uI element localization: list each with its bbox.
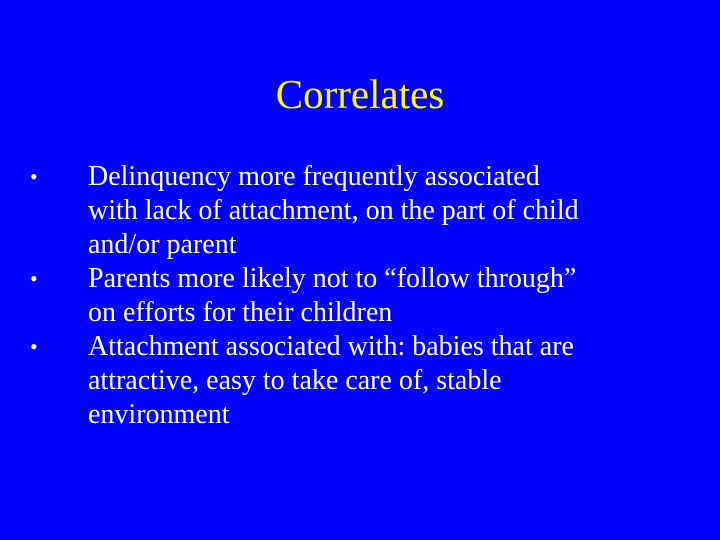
bullet-list	[30, 160, 690, 432]
slide-title: Correlates	[275, 71, 445, 117]
bullet-line: with lack of attachment, on the part of child	[88, 195, 579, 226]
bullet-line: Delinquency more frequently associated	[88, 161, 540, 192]
bullet-icon: •	[30, 266, 38, 291]
bullet-line: Attachment associated with: babies that are	[88, 331, 574, 362]
bullet-icon: •	[30, 334, 38, 359]
bullet-item-1	[30, 160, 690, 262]
bullet-line: and/or parent	[88, 229, 237, 260]
bullet-item-3	[30, 330, 690, 432]
bullet-line: attractive, easy to take care of, stable	[88, 365, 502, 396]
bullet-line: environment	[88, 399, 230, 430]
bullet-item-2	[30, 262, 690, 330]
bullet-icon: •	[30, 164, 38, 189]
bullet-line: Parents more likely not to “follow through”	[88, 263, 577, 294]
bullet-line: on efforts for their children	[88, 297, 393, 328]
